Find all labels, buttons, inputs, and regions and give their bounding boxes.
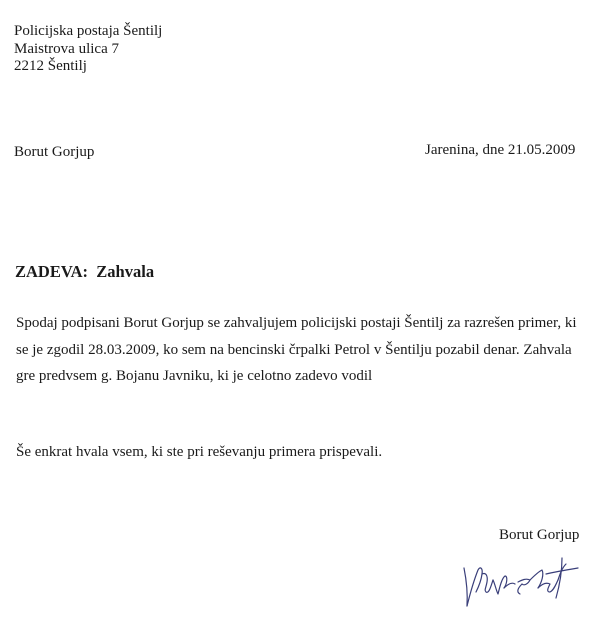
body-paragraph-1-line-2: se je zgodil 28.03.2009, ko sem na bencinski črpalki Petrol v Šentilju pozabil denar. Zahvala bbox=[16, 342, 572, 358]
subject-label: ZADEVA: bbox=[15, 262, 89, 281]
sender-name: Borut Gorjup bbox=[14, 144, 95, 160]
recipient-street: Maistrova ulica 7 bbox=[14, 41, 119, 57]
recipient-name: Policijska postaja Šentilj bbox=[14, 23, 163, 39]
place-date: Jarenina, dne 21.05.2009 bbox=[425, 142, 576, 158]
recipient-city: 2212 Šentilj bbox=[14, 58, 87, 74]
closing-name: Borut Gorjup bbox=[499, 527, 580, 543]
subject-line bbox=[15, 263, 154, 281]
handwritten-signature bbox=[458, 554, 583, 614]
body-paragraph-1-line-1: Spodaj podpisani Borut Gorjup se zahvaljujem policijski postaji Šentilj za razrešen primer, ki bbox=[16, 315, 577, 331]
body-paragraph-1-line-3: gre predvsem g. Bojanu Javniku, ki je celotno zadevo vodil bbox=[16, 368, 373, 384]
subject-title: Zahvala bbox=[96, 262, 155, 281]
body-paragraph-2: Še enkrat hvala vsem, ki ste pri reševanju primera prispevali. bbox=[16, 444, 383, 460]
